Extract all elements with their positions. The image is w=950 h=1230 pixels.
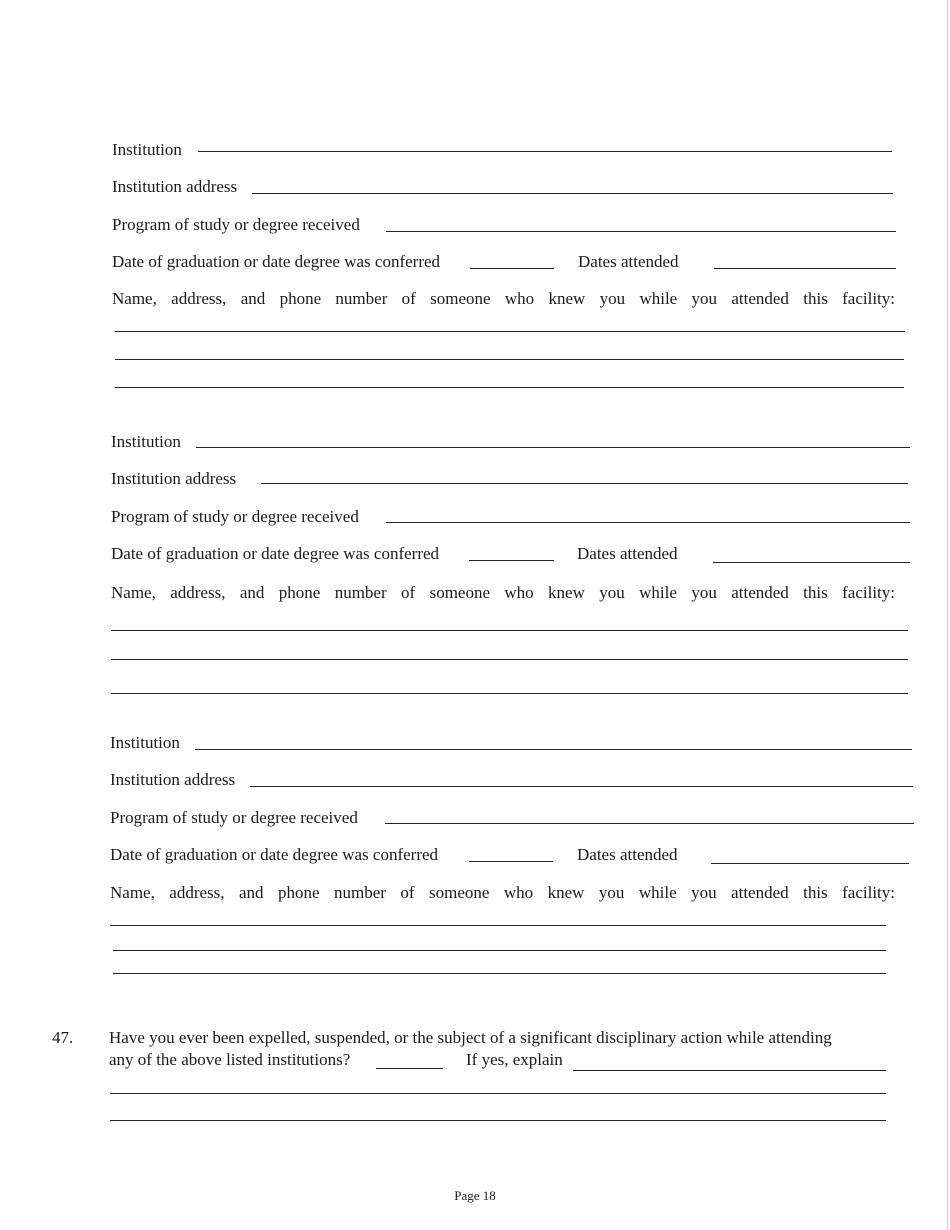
dates-attended-field[interactable] [714,268,896,269]
scan-edge [947,0,948,1230]
reference-field-line-2[interactable] [113,950,886,951]
institution-address-label: Institution address [111,469,237,488]
reference-field-line-2[interactable] [115,359,904,360]
institution-address-field[interactable] [261,483,908,484]
reference-field-line-2[interactable] [111,659,908,660]
dates-attended-label: Dates attended [577,845,678,864]
question-number: 47. [52,1028,74,1047]
reference-field-line-3[interactable] [111,693,908,694]
graduation-date-field[interactable] [469,861,553,862]
graduation-date-field[interactable] [469,560,554,561]
reference-field-line-3[interactable] [115,387,904,388]
institution-address-label: Institution address [112,177,238,196]
graduation-date-label: Date of graduation or date degree was conferred [110,845,439,864]
question-text-line-2: any of the above listed institutions? [109,1050,351,1069]
program-field[interactable] [385,823,914,824]
reference-field-line-1[interactable] [110,925,886,926]
program-field[interactable] [386,231,896,232]
dates-attended-label: Dates attended [578,252,679,271]
institution-address-label: Institution address [110,770,236,789]
program-field[interactable] [386,522,910,523]
reference-label: Name, address, and phone number of someone who knew you while you attended this facility: [112,289,895,308]
dates-attended-field[interactable] [713,562,910,563]
institution-address-field[interactable] [252,193,893,194]
institution-label: Institution [110,733,180,752]
dates-attended-field[interactable] [711,863,909,864]
reference-label: Name, address, and phone number of someone who knew you while you attended this facility: [111,583,895,602]
expelled-answer-field[interactable] [376,1068,443,1069]
institution-field[interactable] [195,749,912,750]
program-label: Program of study or degree received [111,507,359,526]
institution-field[interactable] [196,447,910,448]
if-yes-label: If yes, explain [466,1050,563,1069]
program-label: Program of study or degree received [110,808,358,827]
explain-field-line-2[interactable] [110,1093,886,1094]
reference-field-line-1[interactable] [111,630,908,631]
page-number: Page 18 [454,1188,496,1203]
dates-attended-label: Dates attended [577,544,678,563]
institution-field[interactable] [198,151,892,152]
institution-address-field[interactable] [250,786,913,787]
graduation-date-label: Date of graduation or date degree was conferred [111,544,440,563]
institution-label: Institution [112,140,182,159]
institution-label: Institution [111,432,181,451]
reference-field-line-1[interactable] [115,331,905,332]
explain-field[interactable] [573,1070,886,1071]
reference-label: Name, address, and phone number of someone who knew you while you attended this facility: [110,883,895,902]
graduation-date-label: Date of graduation or date degree was conferred [112,252,441,271]
explain-field-line-3[interactable] [110,1120,886,1121]
graduation-date-field[interactable] [470,268,554,269]
question-text-line-1: Have you ever been expelled, suspended, or the subject of a significant disciplinary action while attending [109,1028,832,1047]
reference-field-line-3[interactable] [113,973,886,974]
program-label: Program of study or degree received [112,215,360,234]
